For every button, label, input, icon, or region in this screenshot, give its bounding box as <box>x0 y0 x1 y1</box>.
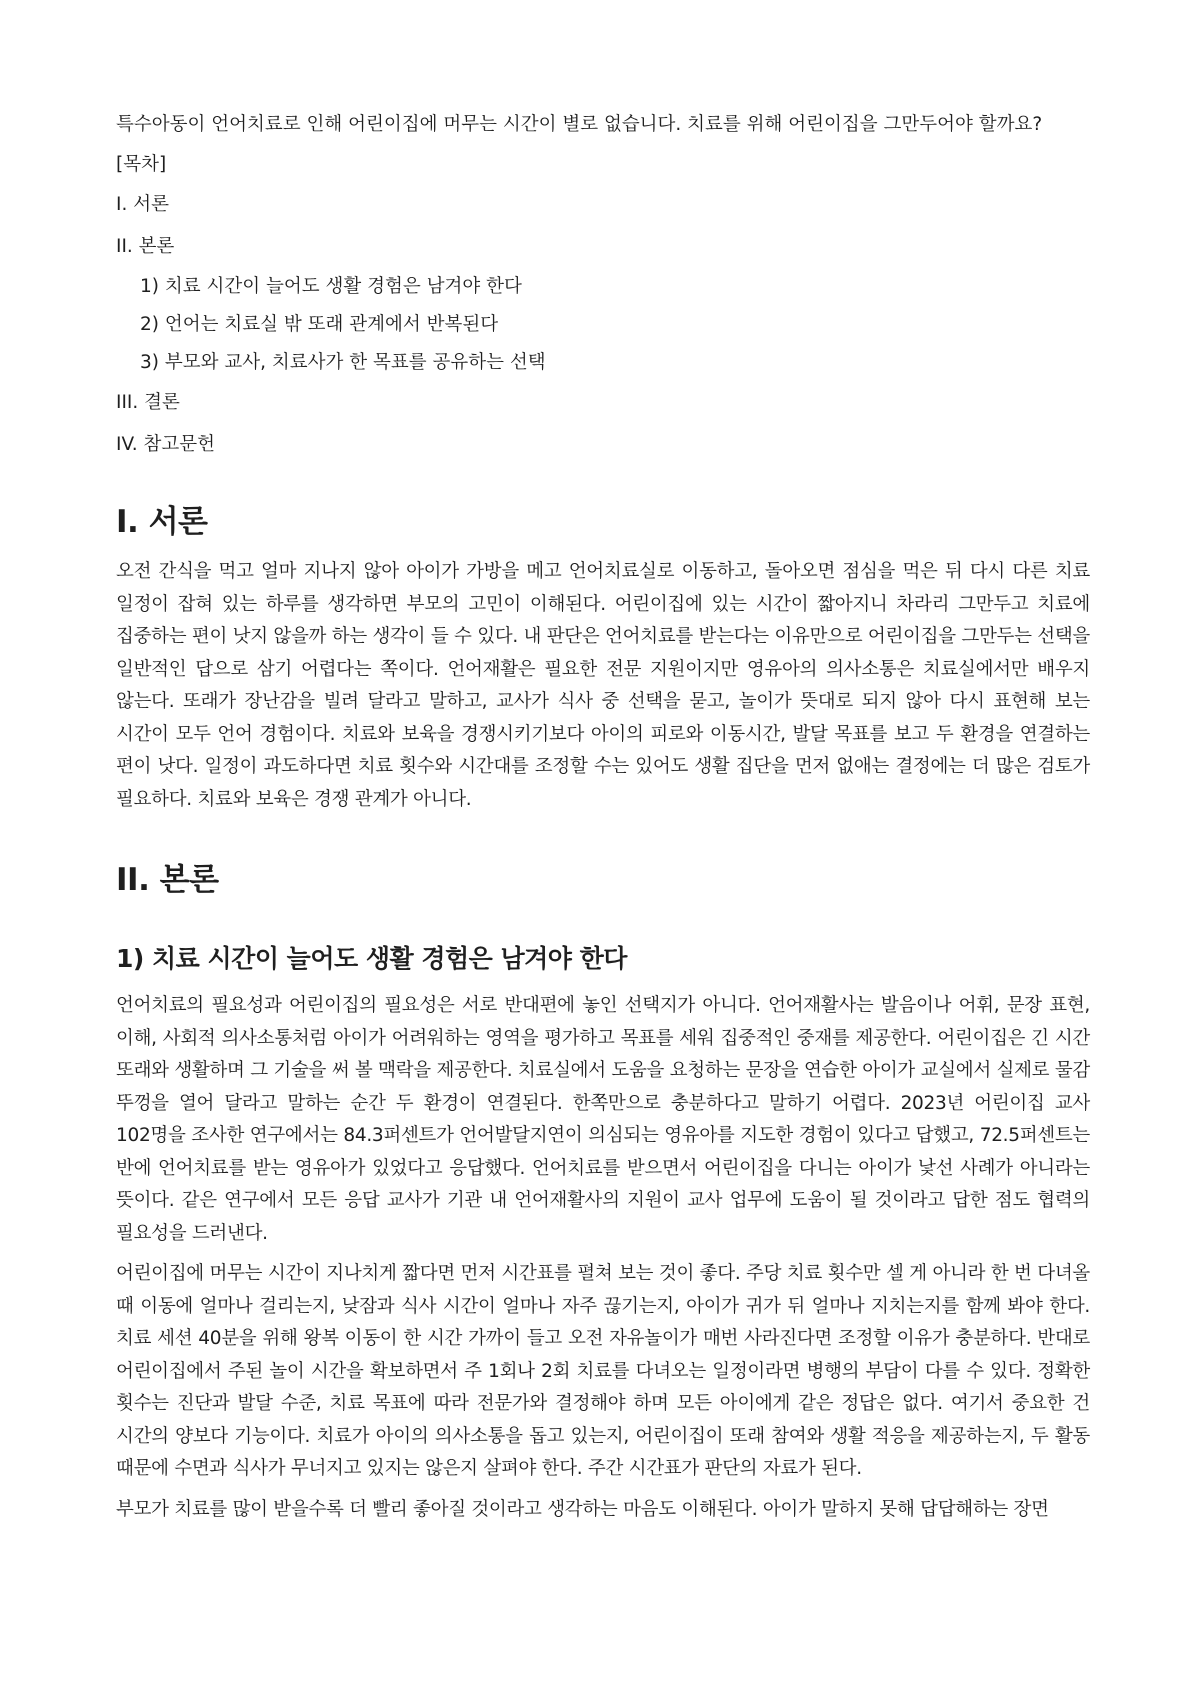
toc-item-conclusion: III. 결론 <box>116 392 180 413</box>
toc-subitem-3: 3) 부모와 교사, 치료사가 한 목표를 공유하는 선택 <box>140 352 546 373</box>
toc-subitem-2: 2) 언어는 치료실 밖 또래 관계에서 반복된다 <box>140 314 499 335</box>
toc-item-references: IV. 참고문헌 <box>116 434 215 455</box>
toc-subitem-1: 1) 치료 시간이 늘어도 생활 경험은 남겨야 한다 <box>140 276 522 297</box>
subsection-1-heading: 1) 치료 시간이 늘어도 생활 경험은 남겨야 한다 <box>116 944 627 973</box>
question-text: 특수아동이 언어치료로 인해 어린이집에 머무는 시간이 별로 없습니다. 치료를 위해 어린이집을 그만두어야 할까요? <box>116 114 1043 135</box>
body-heading: II. 본론 <box>116 862 219 898</box>
toc-title: [목차] <box>116 154 167 175</box>
table-of-contents <box>116 152 1090 458</box>
toc-item-intro: I. 서론 <box>116 194 169 215</box>
intro-heading: I. 서론 <box>116 504 208 540</box>
subsection-1-paragraph-2: 어린이집에 머무는 시간이 지나치게 짧다면 먼저 시간표를 펼쳐 보는 것이 좋다. 주당 치료 횟수만 셀 게 아니라 한 번 다녀올 때 이동에 얼마나 걸리는지, 낮잠과 식사 시간이 얼마나 자주 끊기는지, 아이가 귀가 뒤 얼마나 지치는지를 함께 봐야 한다. 치료 세션 40분을 위해 왕복 이동이 한 시간 가까이 들고 오전 자유놀이가 매번 사라진다면 조정할 이유가 충분하다. 반대로 어린이집에서 주된 놀이 시간을 확보하면서 주 1회나 2회 치료를 다녀오는 일정이라면 병행의 부담이 다를 수 있다. 정확한 횟수는 진단과 발달 수준, 치료 목표에 따라 전문가와 결정해야 하며 모든 아이에게 같은 정답은 없다. 여기서 중요한 건 시간의 양보다 기능이다. 치료가 아이의 의사소통을 돕고 있는지, 어린이집이 또래 참여와 생활 적응을 제공하는지, 두 활동 때문에 수면과 식사가 무너지고 있지는 않은지 살펴야 한다. 주간 시간표가 판단의 자료가 된다. <box>116 1263 1090 1479</box>
subsection-1-paragraph-3: 부모가 치료를 많이 받을수록 더 빨리 좋아질 것이라고 생각하는 마음도 이해된다. 아이가 말하지 못해 답답해하는 장면 <box>116 1498 1049 1520</box>
intro-paragraph: 오전 간식을 먹고 얼마 지나지 않아 아이가 가방을 메고 언어치료실로 이동하고, 돌아오면 점심을 먹은 뒤 다시 다른 치료 일정이 잡혀 있는 하루를 생각하면 부모의 고민이 이해된다. 어린이집에 있는 시간이 짧아지니 차라리 그만두고 치료에 집중하는 편이 낫지 않을까 하는 생각이 들 수 있다. 내 판단은 언어치료를 받는다는 이유만으로 어린이집을 그만두는 선택을 일반적인 답으로 삼기 어렵다는 쪽이다. 언어재활은 필요한 전문 지원이지만 영유아의 의사소통은 치료실에서만 배우지 않는다. 또래가 장난감을 빌려 달라고 말하고, 교사가 식사 중 선택을 묻고, 놀이가 뜻대로 되지 않아 다시 표현해 보는 시간이 모두 언어 경험이다. 치료와 보육을 경쟁시키기보다 아이의 피로와 이동시간, 발달 목표를 보고 두 환경을 연결하는 편이 낫다. 일정이 과도하다면 치료 횟수와 시간대를 조정할 수는 있어도 생활 집단을 먼저 없애는 결정에는 더 많은 검토가 필요하다. 치료와 보육은 경쟁 관계가 아니다. <box>116 561 1090 810</box>
toc-item-body: II. 본론 <box>116 236 175 257</box>
subsection-1-paragraph-1: 언어치료의 필요성과 어린이집의 필요성은 서로 반대편에 놓인 선택지가 아니다. 언어재활사는 발음이나 어휘, 문장 표현, 이해, 사회적 의사소통처럼 아이가 어려워하는 영역을 평가하고 목표를 세워 집중적인 중재를 제공한다. 어린이집은 긴 시간 또래와 생활하며 그 기술을 써 볼 맥락을 제공한다. 치료실에서 도움을 요청하는 문장을 연습한 아이가 교실에서 실제로 물감 뚜껑을 열어 달라고 말하는 순간 두 환경이 연결된다. 한쪽만으로 충분하다고 말하기 어렵다. 2023년 어린이집 교사 102명을 조사한 연구에서는 84.3퍼센트가 언어발달지연이 의심되는 영유아를 지도한 경험이 있다고 답했고, 72.5퍼센트는 반에 언어치료를 받는 영유아가 있었다고 응답했다. 언어치료를 받으면서 어린이집을 다니는 아이가 낯선 사례가 아니라는 뜻이다. 같은 연구에서 모든 응답 교사가 기관 내 언어재활사의 지원이 교사 업무에 도움이 될 것이라고 답한 점도 협력의 필요성을 드러낸다. <box>116 995 1090 1244</box>
